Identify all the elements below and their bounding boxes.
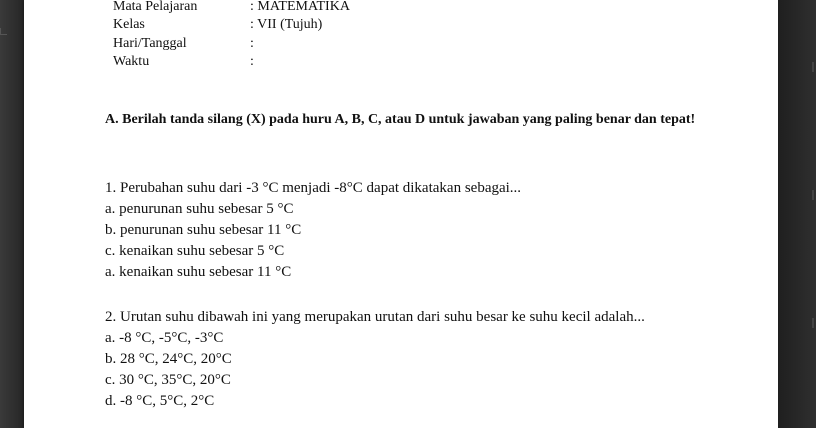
question-text: 1. Perubahan suhu dari -3 °C menjadi -8°C dapat dikatakan sebagai... (105, 180, 522, 196)
answer-option: a. kenaikan suhu sebesar 11 °C (105, 264, 292, 280)
header-row-subject (113, 0, 350, 16)
answer-option: c. 30 °C, 35°C, 20°C (105, 372, 231, 388)
question-1 (105, 178, 521, 283)
answer-option: a. -8 °C, -5°C, -3°C (105, 330, 224, 346)
header-label: Waktu (113, 54, 150, 69)
header-value: : VII (Tujuh) (250, 17, 323, 32)
header-label: Kelas (113, 17, 145, 32)
header-row-date (113, 35, 254, 53)
header-row-time (113, 53, 254, 71)
answer-option: a. penurunan suhu sebesar 5 °C (105, 201, 294, 217)
left-page-edge (0, 0, 24, 428)
answer-option: c. kenaikan suhu sebesar 5 °C (105, 243, 285, 259)
section-a-instruction: A. Berilah tanda silang (X) pada huru A, B, C, atau D untuk jawaban yang paling benar dan tepat! (105, 112, 696, 127)
header-value: : MATEMATIKA (250, 0, 350, 14)
header-label: Hari/Tanggal (113, 36, 187, 51)
answer-option: b. penurunan suhu sebesar 11 °C (105, 222, 302, 238)
edge-mark-icon (806, 318, 814, 328)
header-value: : (250, 36, 254, 51)
edge-mark-icon (806, 62, 814, 72)
header-label: Mata Pelajaran (113, 0, 198, 14)
header-value: : (250, 54, 254, 69)
corner-mark-icon (0, 28, 7, 35)
question-2 (105, 307, 645, 412)
answer-option: d. -8 °C, 5°C, 2°C (105, 393, 215, 409)
header-row-class (113, 16, 322, 34)
question-text: 2. Urutan suhu dibawah ini yang merupakan urutan dari suhu besar ke suhu kecil adalah... (105, 309, 645, 325)
answer-option: b. 28 °C, 24°C, 20°C (105, 351, 232, 367)
document-page (24, 0, 778, 428)
right-page-edge (778, 0, 816, 428)
edge-mark-icon (806, 190, 814, 200)
